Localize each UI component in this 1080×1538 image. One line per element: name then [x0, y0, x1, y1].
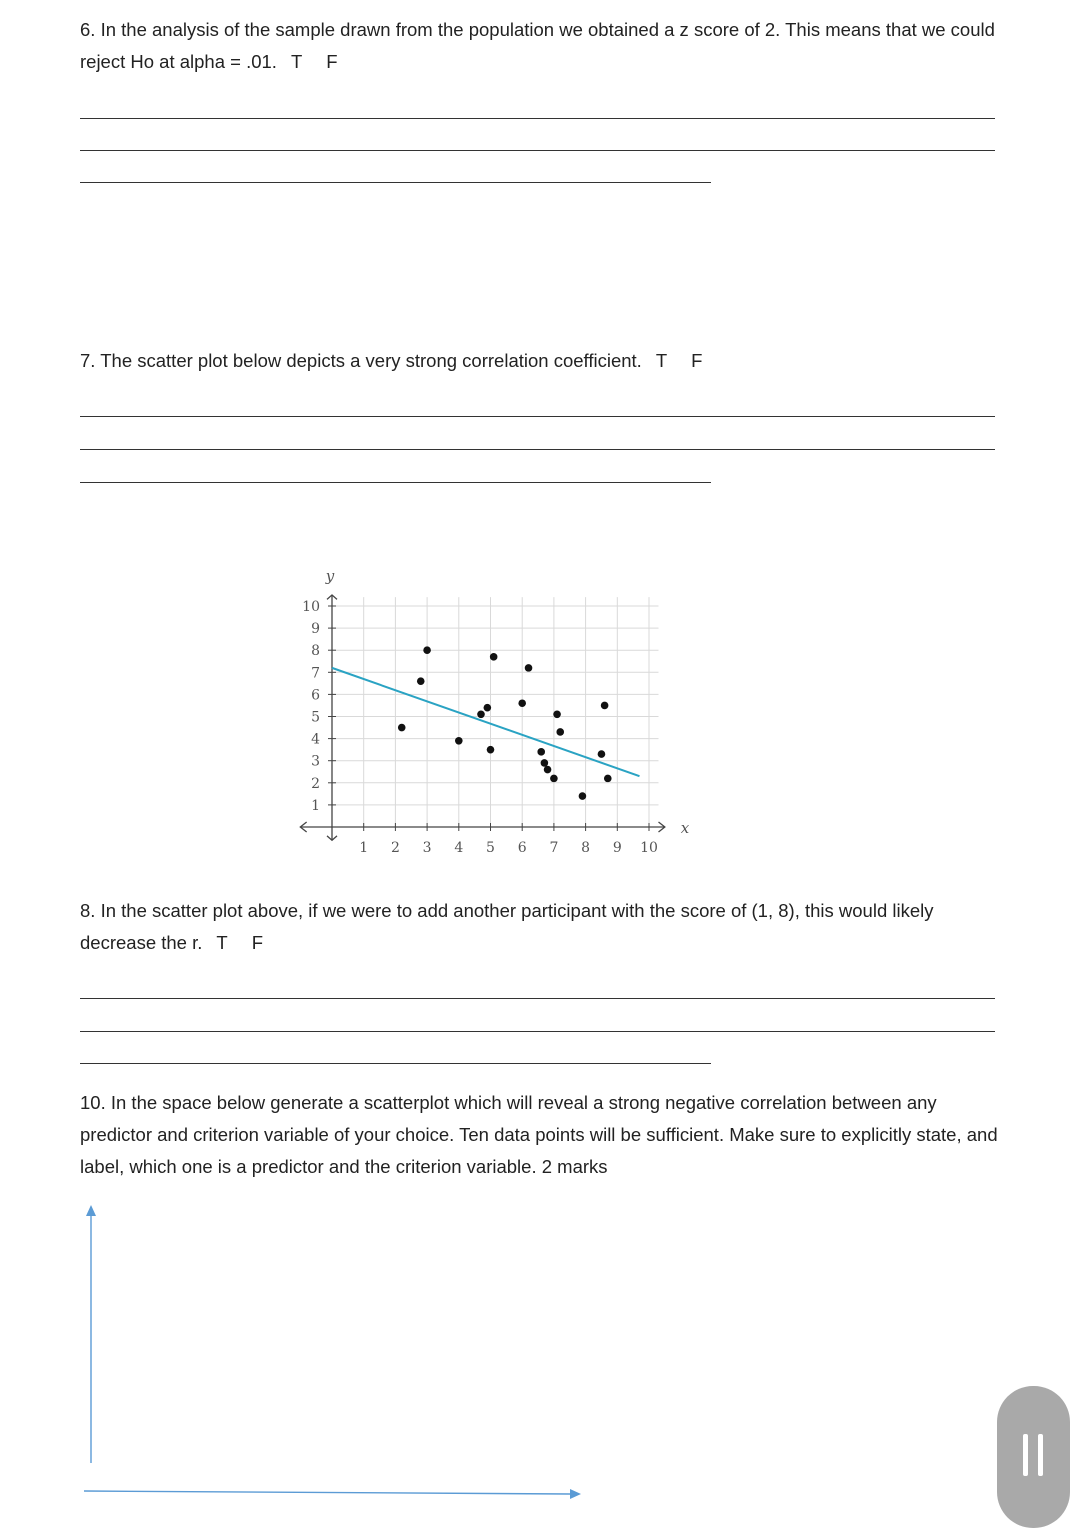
- x-tick-label: 3: [422, 840, 432, 856]
- right-arrow-icon: [570, 1489, 581, 1499]
- question-6-true-option[interactable]: T: [290, 51, 303, 72]
- question-10-text: 10. In the space below generate a scatterplot which will reveal a strong negative correlation between any predictor and criterion variable of your choice. Ten data points will be sufficient. Make sure to explicitly state, and label, which one is a predictor and the criterion variable. 2 marks: [80, 1092, 998, 1177]
- x-tick-label: 7: [549, 840, 559, 856]
- question-8-false-option[interactable]: F: [251, 932, 264, 953]
- question-7-text: 7. The scatter plot below depicts a very strong correlation coefficient.: [80, 350, 642, 371]
- question-6-text: 6. In the analysis of the sample drawn from the population we obtained a z score of 2. This means that we could reject Ho at alpha = .01.: [80, 19, 995, 72]
- question-6-false-option[interactable]: F: [326, 51, 338, 72]
- grip-line-icon: [1023, 1434, 1028, 1476]
- x-tick-label: 9: [612, 840, 622, 856]
- question-7-true-option[interactable]: T: [655, 350, 668, 371]
- x-tick-label: 4: [454, 840, 464, 856]
- x-tick-label: 10: [640, 840, 658, 856]
- y-tick-label: 6: [311, 687, 320, 704]
- y-tick-label: 7: [311, 665, 320, 682]
- answer-x-axis: [84, 1491, 570, 1494]
- x-tick-label: 2: [390, 840, 400, 856]
- y-tick-label: 1: [311, 797, 320, 814]
- x-tick-label: 1: [359, 840, 369, 856]
- question-8-true-option[interactable]: T: [216, 932, 228, 953]
- y-tick-label: 2: [311, 775, 320, 792]
- y-tick-label: 3: [311, 753, 320, 770]
- y-tick-label: 10: [302, 599, 320, 615]
- x-tick-label: 5: [486, 840, 495, 856]
- up-arrow-icon: [86, 1205, 96, 1216]
- x-axis-label: x: [680, 819, 690, 837]
- y-tick-label: 8: [311, 643, 320, 660]
- x-tick-label: 6: [517, 840, 527, 856]
- scroll-handle[interactable]: [997, 1386, 1070, 1528]
- x-tick-label: 8: [581, 840, 591, 856]
- question-8-text: 8. In the scatter plot above, if we were to add another participant with the score of (1, 8), this would likely decrease the r.: [80, 900, 934, 953]
- question-7-false-option[interactable]: F: [691, 350, 703, 371]
- y-tick-label: 4: [311, 731, 320, 748]
- grip-line-icon: [1038, 1434, 1043, 1476]
- y-axis-label: y: [325, 567, 335, 585]
- y-tick-label: 9: [311, 621, 320, 638]
- y-tick-label: 5: [311, 709, 320, 726]
